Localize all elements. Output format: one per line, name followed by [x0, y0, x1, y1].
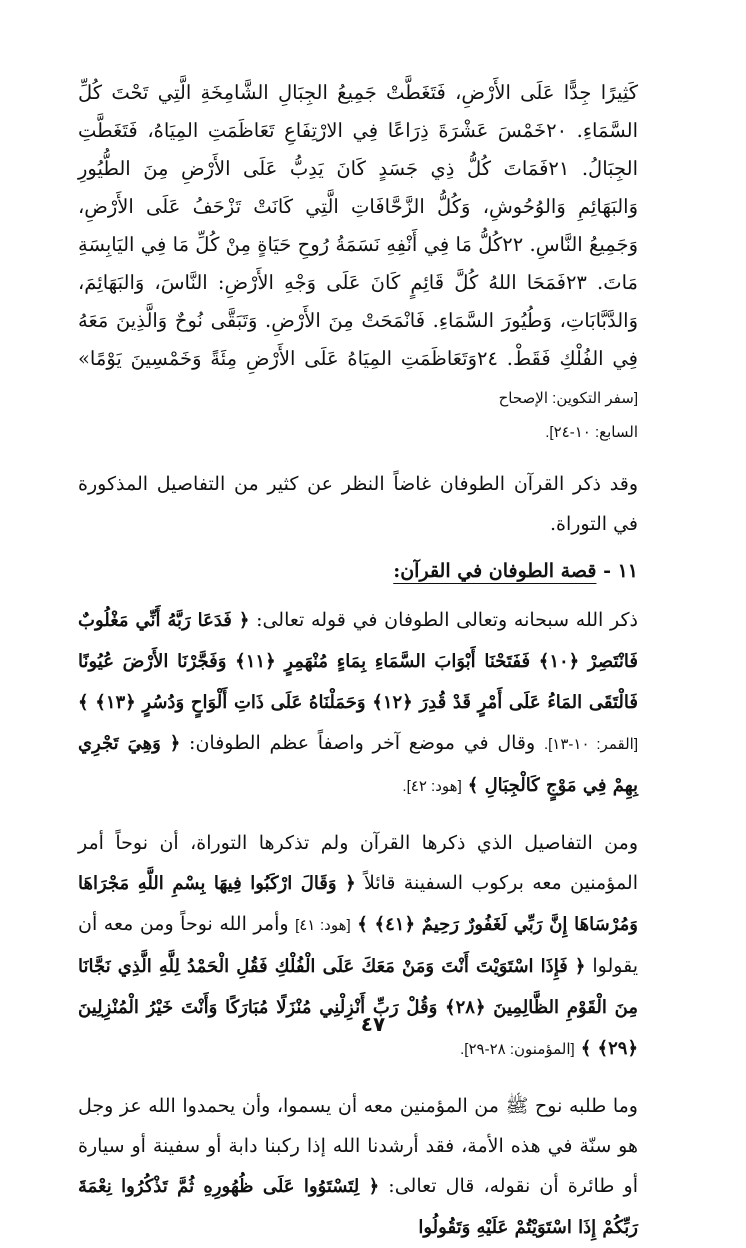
paragraph-flood-mention: [78, 600, 638, 807]
ref-hud-41: [هود: ٤١]: [295, 917, 351, 934]
quran-verse-az-zukhruf: ﴿ لِتَسْتَوُوا عَلَى ظُهُورِهِ ثُمَّ تَذْكُرُوا نِعْمَةَ رَبِّكُمْ إِذَا اسْتَوَيْتُمْ عَلَيْهِ وَتَقُولُوا: [78, 1176, 638, 1238]
section-number: ١١ -: [603, 560, 638, 582]
book-page: [78, 74, 638, 1248]
ref-al-qamar: [القمر: ١٠-١٣].: [543, 736, 638, 753]
quran-verse-al-muminun: ﴿ فَإِذَا اسْتَوَيْتَ أَنْتَ وَمَنْ مَعَكَ عَلَى الْفُلْكِ فَقُلِ الْحَمْدُ لِلَّهِ الَّذِي نَجَّانَا مِنَ الْقَوْمِ الظَّالِمِينَ ﴿٢٨﴾ وَقُلْ رَبِّ أَنْزِلْنِي مُنْزَلًا مُبَارَكًا وَأَنْتَ خَيْرُ الْمُنْزِلِينَ ﴿٢٩﴾ ﴾: [78, 956, 638, 1059]
paragraph2-text1: ومن التفاصيل الذي ذكرها القرآن ولم تذكرها التوراة، أن نوحاً أمر المؤمنين معه بركوب السفينة قائلاً: [78, 832, 638, 894]
paragraph2-text2: وأمر الله نوحاً ومن معه أن يقولوا: [78, 913, 639, 977]
paragraph1-text2: وقال في موضع آخر واصفاً عظم الطوفان:: [189, 732, 536, 754]
section-title: قصة الطوفان في القرآن:: [393, 560, 597, 582]
genesis-citation-tail: السابع: ١٠-٢٤].: [545, 424, 638, 441]
paragraph3-text1: وما طلبه نوح: [535, 1095, 638, 1117]
intro-sentence: وقد ذكر القرآن الطوفان غاضاً النظر عن كثير من التفاصيل المذكورة في التوراة.: [78, 473, 638, 535]
paragraph1-text1: ذكر الله سبحانه وتعالى الطوفان في قوله تعالى:: [256, 609, 638, 631]
paragraph3-text2: من المؤمنين معه أن يسموا، وأن يحمدوا الله عز وجل هو سنّة في هذه الأمة، فقد أرشدنا الله إذا ركبنا دابة أو سفينة أو سيارة أو طائرة أن نقوله، قال تعالى:: [78, 1095, 638, 1197]
quran-verse-hud-41: ﴿ وَقَالَ ارْكَبُوا فِيهَا بِسْمِ اللَّهِ مَجْرَاهَا وَمُرْسَاهَا إِنَّ رَبِّي لَغَفُورٌ رَحِيمٌ ﴿٤١﴾ ﴾: [78, 873, 638, 935]
ref-al-muminun: [المؤمنون: ٢٨-٢٩].: [460, 1041, 575, 1058]
genesis-passage-text: كَثِيرًا جِدًّا عَلَى الأَرْضِ، فَتَغَطَّتْ جَمِيعُ الجِبَالِ الشَّامِخَةِ الَّتِي تَحْتَ كُلِّ السَّمَاءِ. ٢٠خَمْسَ عَشْرَةَ ذِرَاعًا فِي الارْتِفَاعِ تَعَاظَمَتِ المِيَاهُ، فَتَغَطَّتِ الجِبَالُ. ٢١فَمَاتَ كُلُّ ذِي جَسَدٍ كَانَ يَدِبُّ عَلَى الأَرْضِ مِنَ الطُّيُورِ وَالبَهَائِمِ وَالوُحُوشِ، وَكُلُّ الزَّحَّافَاتِ الَّتِي كَانَتْ تَزْحَفُ عَلَى الأَرْضِ، وَجَمِيعُ النَّاسِ. ٢٢كُلُّ مَا فِي أَنْفِهِ نَسَمَةُ رُوحِ حَيَاةٍ مِنْ كُلِّ مَا فِي اليَابِسَةِ مَاتَ. ٢٣فَمَحَا اللهُ كُلَّ قَائِمٍ كَانَ عَلَى وَجْهِ الأَرْضِ: النَّاسَ، وَالبَهَائِمَ، وَالدَّبَّابَاتِ، وَطُيُورَ السَّمَاءِ. فَانْمَحَتْ مِنَ الأَرْضِ. وَتَبَقَّى نُوحٌ وَالَّذِينَ مَعَهُ فِي الفُلْكِ فَقَطْ. ٢٤وَتَعَاظَمَتِ المِيَاهُ عَلَى الأَرْضِ مِئَةً وَخَمْسِينَ يَوْمًا»: [78, 81, 638, 370]
genesis-citation: [سفر التكوين: الإصحاح: [498, 390, 638, 407]
quran-verse-al-qamar: ﴿ فَدَعَا رَبَّهُ أَنِّي مَغْلُوبٌ فَانْتَصِرْ ﴿١٠﴾ فَفَتَحْنَا أَبْوَابَ السَّمَاءِ بِمَاءٍ مُنْهَمِرٍ ﴿١١﴾ وَفَجَّرْنَا الأَرْضَ عُيُونًا فَالْتَقَى المَاءُ عَلَى أَمْرٍ قَدْ قُدِرَ ﴿١٢﴾ وَحَمَلْنَاهُ عَلَى ذَاتِ أَلْوَاحٍ وَدُسُرٍ ﴿١٣﴾ ﴾: [78, 610, 639, 713]
paragraph-sunnah: [78, 1086, 638, 1248]
ref-hud-42: [هود: ٤٢].: [402, 778, 462, 795]
section-heading: [78, 552, 638, 590]
genesis-passage: [78, 74, 638, 418]
quran-verse-hud-42: ﴿ وَهِيَ تَجْرِي بِهِمْ فِي مَوْجٍ كَالْجِبَالِ ﴾: [78, 733, 638, 796]
page-number: ٤٧: [360, 1012, 386, 1036]
honorific-glyph: ﷺ: [505, 1095, 529, 1117]
